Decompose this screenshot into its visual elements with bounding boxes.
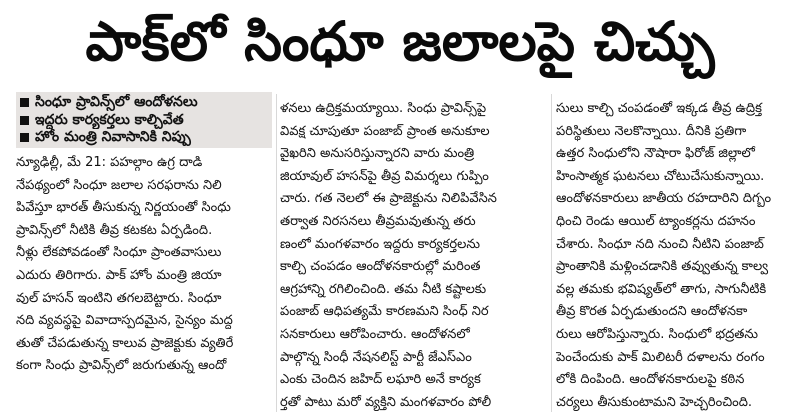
body-line: ఉత్తర సింధులోని నౌషారా ఫిరోజ్ జిల్లాలో	[556, 146, 755, 162]
body-line: వల్ల తమకు భవిష్యత్‌లో తాగు, సాగునీటికి	[556, 281, 767, 297]
body-line: ళనలు ఉద్రిక్తమయ్యాయి. సింధు ప్రావిన్స్‌పై	[280, 101, 487, 116]
body-line: తుతో చేపడుతున్న కాలువ ప్రాజెక్టుకు వ్యతిరే	[16, 335, 234, 351]
body-line: కంగా సింధు ప్రావిన్స్‌లో జరుగుతున్న ఆందో	[16, 358, 227, 374]
body-line: చర్యలు తీసుకుంటామని హెచ్చరించింది.	[556, 394, 753, 410]
body-line: హింసాత్మక ఘటనలు చోటుచేసుకున్నాయి.	[556, 168, 765, 184]
square-bullet-icon	[20, 116, 29, 125]
body-column-middle	[280, 98, 546, 414]
body-line: లోకి దింపింది. ఆందోళనకారులపై కఠిన	[556, 372, 745, 388]
body-line: నీళ్లు లేకపోవడంతో సింధూ ప్రాంతవాసులు	[16, 245, 222, 261]
body-line: నేపథ్యంలో సింధూ జలాల సరఫరాను నిలి	[16, 177, 222, 193]
body-line: న్యూఢిల్లీ, మే 21: పహల్గాం ఉగ్ర దాడి	[16, 155, 203, 170]
sub-headline-text: ఇద్దరు కార్యకర్తలు కాల్చివేత	[35, 111, 184, 128]
body-line: ప్రావిన్స్‌లో నీటికి తీవ్ర కటకట ఏర్పడింది.	[16, 222, 213, 238]
body-line: పాల్గొన్న సింధీ నేషనలిస్ట్ పార్టీ జేఎస్ఎం	[280, 349, 472, 365]
body-line: పెంచేందుకు పాక్ మిలిటరీ దళాలను రంగం	[556, 349, 765, 365]
body-line: నది వ్యవస్థపై వివాదాస్పదమైన, సైన్యం మద్ద	[16, 313, 233, 329]
body-line: ఎదురు తిరిగారు. పాక్ హోం మంత్రి జియా	[16, 267, 222, 283]
square-bullet-icon	[20, 98, 29, 107]
body-line: ప్రాంతానికి మళ్లించడానికి తవ్వుతున్న కాల్వ	[556, 259, 769, 275]
body-line: సనకారులు ఆరోపించారు. ఆందోళనలో	[280, 326, 470, 342]
body-line: తీవ్ర కొరత ఏర్పడుతుందని ఆందోళనకా	[556, 304, 748, 320]
body-line: తర్వాత నిరసనలు తీవ్రమవుతున్న తరు	[280, 213, 476, 229]
headline: పాక్‌లో సింధూ జలాలపై చిచ్చు	[85, 10, 715, 73]
body-line: ధించి రెండు ఆయిల్ ట్యాంకర్లను దహనం	[556, 213, 756, 229]
body-line: రులు ఆరోపిస్తున్నారు. సింధులో భద్రతను	[556, 326, 759, 342]
sub-headline-item	[20, 112, 268, 129]
body-column-right	[556, 98, 794, 414]
body-line: పరిస్థితులు నెలకొన్నాయి. దీనికి ప్రతిగా	[556, 123, 747, 139]
body-line: వుల్ హసన్ ఇంటిని తగలబెట్టారు. సింధూ	[16, 290, 222, 306]
body-line: ర్తతో పాటు మరో వ్యక్తిని మంగళవారం పోలీ	[280, 394, 492, 410]
body-line: పంజాబ్ ఆధిపత్యమే కారణమని సింధ్ నిర	[280, 304, 489, 320]
column-divider	[551, 94, 552, 412]
body-line: ఎంకు చెందిన జహిద్ లఘారి అనే కార్యక	[280, 372, 481, 388]
body-column-left	[16, 152, 272, 414]
body-line: వివక్ష చూపుతూ పంజాబ్ ప్రాంత అనుకూల	[280, 123, 490, 139]
body-line: ఆందోళనకారులు జాతీయ రహదారిని దిగ్బం	[556, 191, 772, 207]
sub-headline-box	[16, 92, 272, 148]
body-line: పివేస్తూ భారత్ తీసుకున్న నిర్ణయంతో సింధు	[16, 200, 231, 216]
square-bullet-icon	[20, 133, 29, 142]
body-line: జియావుల్ హసన్‌పై తీవ్ర విమర్శలు గుప్పిం	[280, 168, 489, 184]
body-line: ణంలో మంగళవారం ఇద్దరు కార్యకర్తలను	[280, 236, 480, 252]
sub-headline-text: హోం మంత్రి నివాసానికి నిప్పు	[35, 129, 191, 145]
body-line: చేశారు. సింధూ నది నుంచి నీటిని పంజాబ్	[556, 236, 764, 252]
sub-headline-text: సింధూ ప్రావిన్స్‌లో ఆందోళనలు	[35, 94, 198, 110]
column-divider	[276, 94, 277, 412]
body-line: చారు. గత నెలలో ఈ ప్రాజెక్టును నిలిపివేసిన	[280, 191, 497, 207]
body-line: వైఖరిని అనుసరిస్తున్నారని వారు మంత్రి	[280, 146, 475, 162]
body-line: ఆగ్రహాన్ని రగిలించింది. తమ నీటి కష్టాలకు	[280, 281, 487, 297]
body-line: సులు కాల్చి చంపడంతో ఇక్కడ తీవ్ర ఉద్రిక్త	[556, 101, 762, 116]
body-line: కాల్చి చంపడం ఆందోళనకారుల్లో మరింత	[280, 259, 481, 275]
sub-headline-item	[20, 129, 268, 146]
sub-headline-item	[20, 94, 268, 111]
